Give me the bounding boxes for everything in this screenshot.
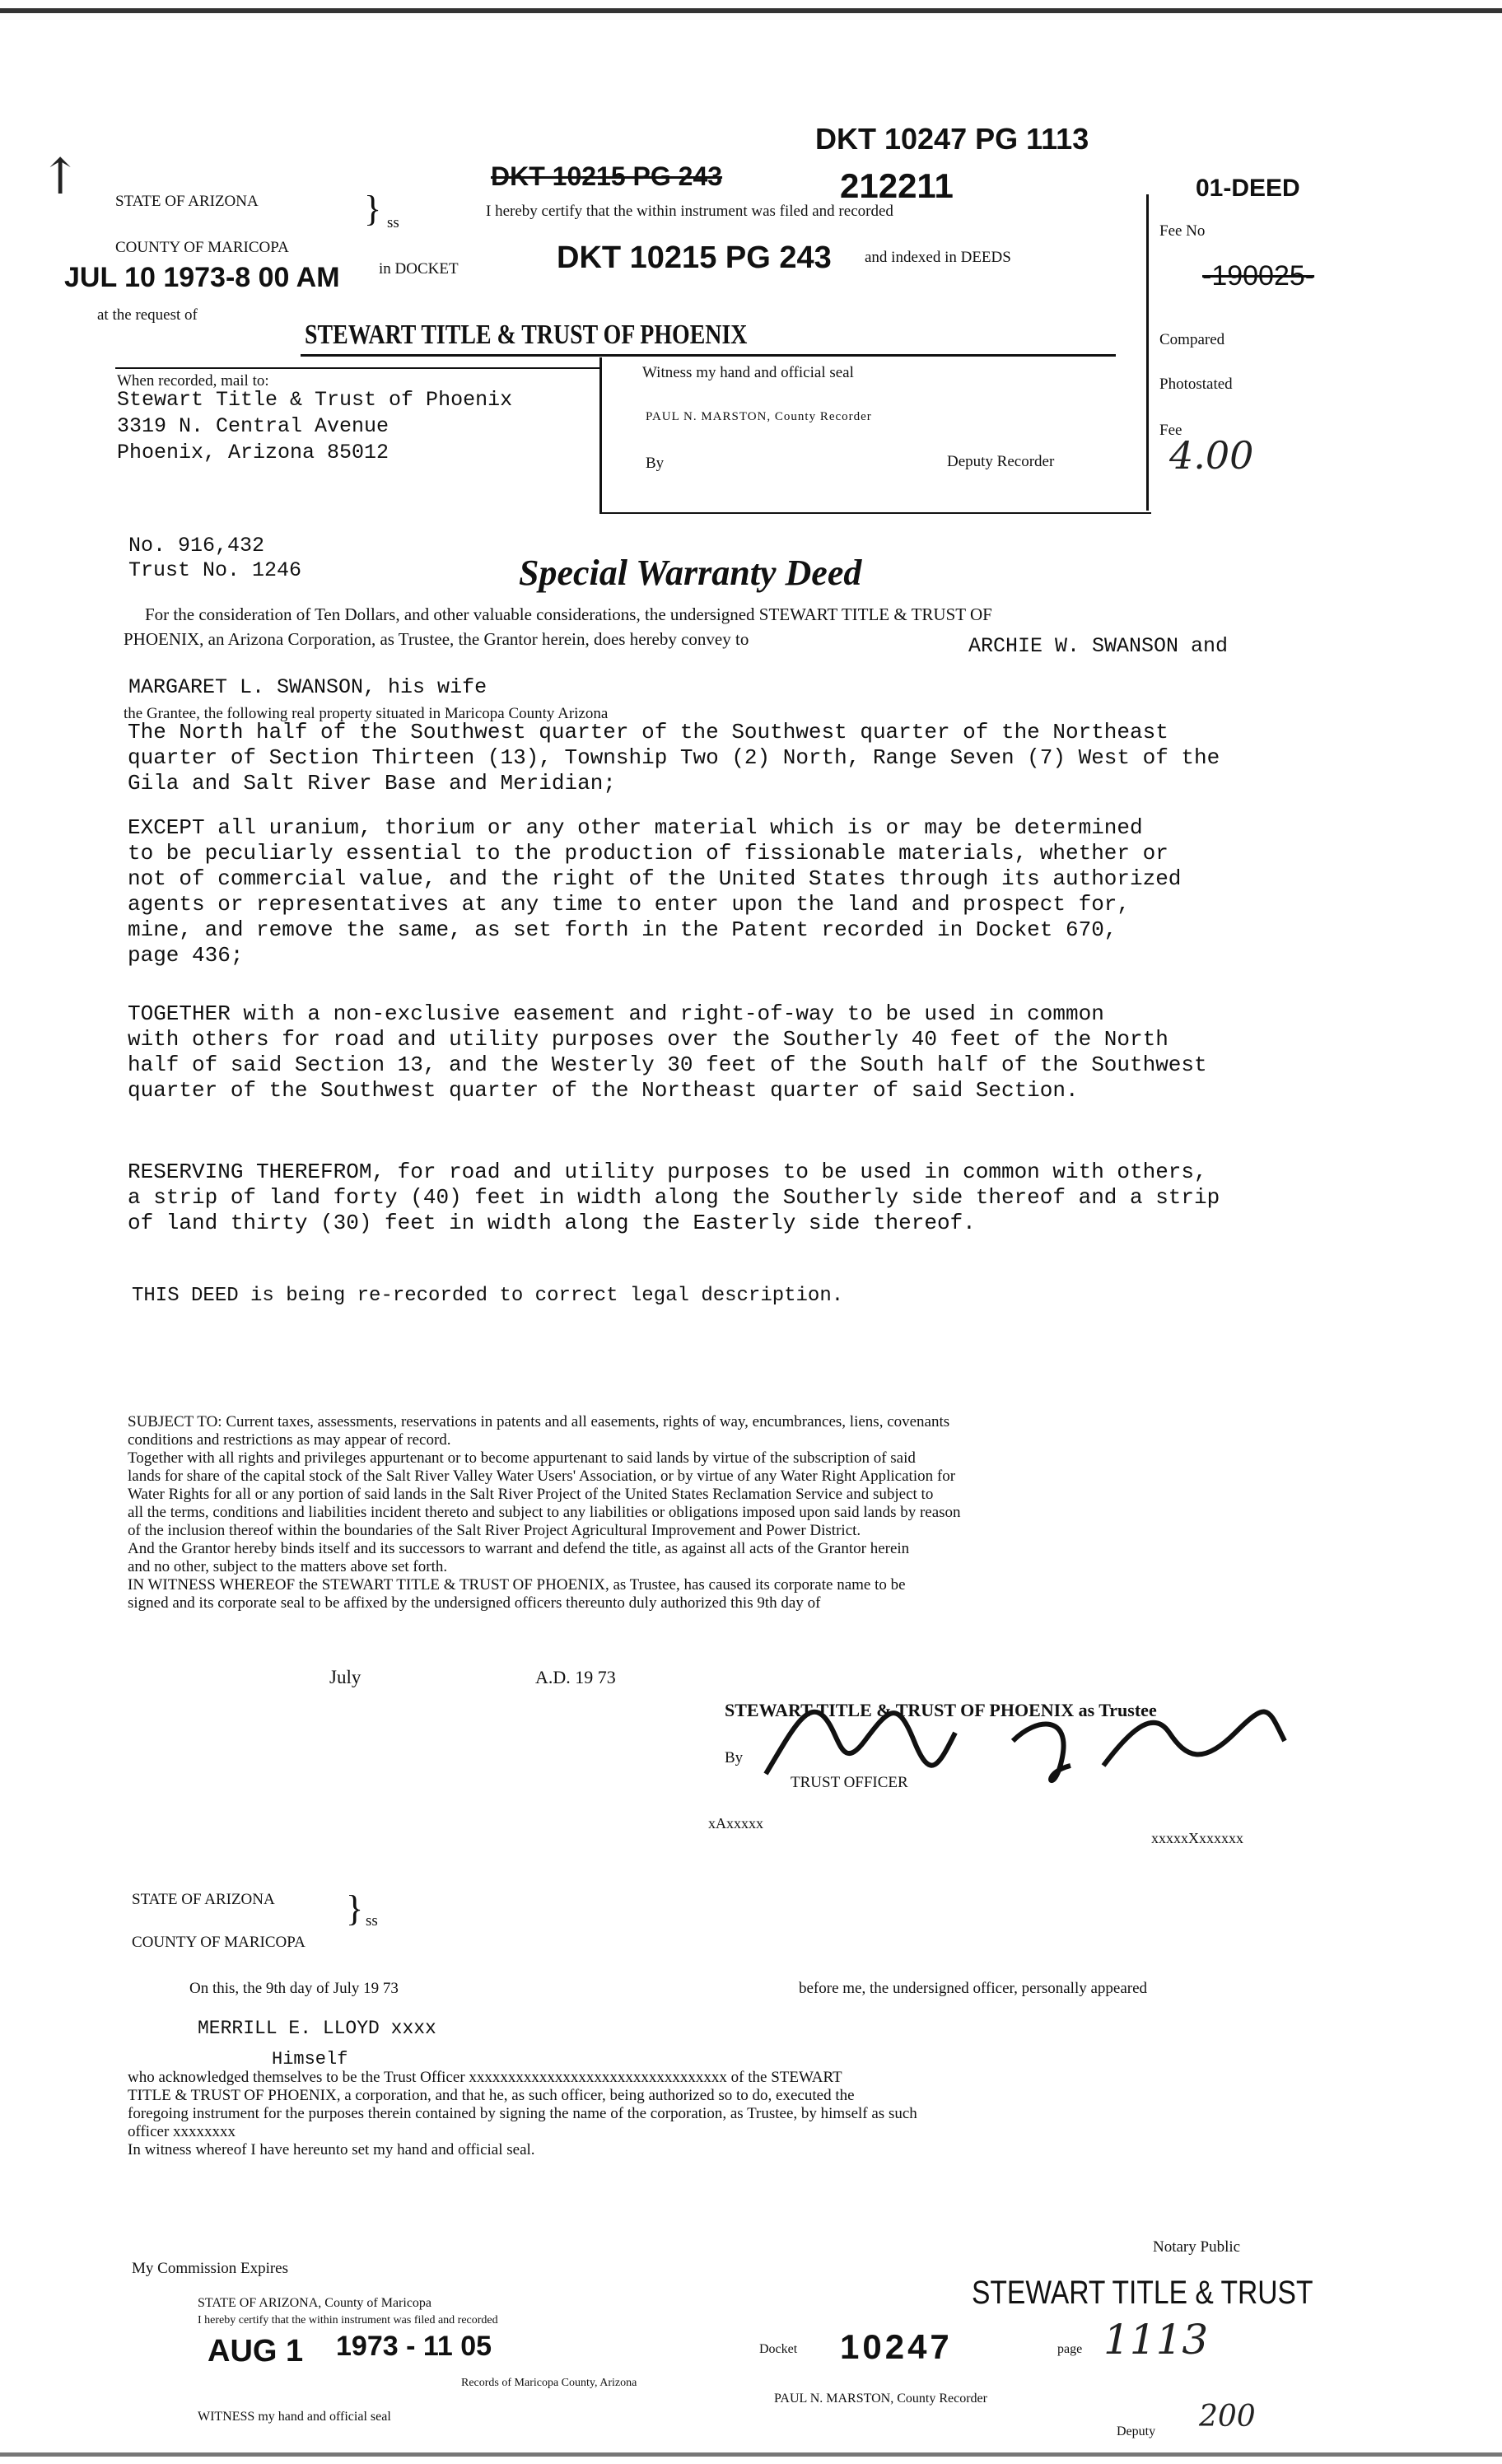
consideration-line-1: For the consideration of Ten Dollars, and other valuable considerations, the undersigned STEWART TITLE & TRUST OF — [145, 604, 992, 624]
notary-ss: ss — [366, 1912, 378, 1930]
commission-expires: My Commission Expires — [132, 2260, 289, 2277]
grantee-clause: the Grantee, the following real property situated in Maricopa County Arizona — [124, 705, 609, 722]
certify-text: I hereby certify that the within instrument was filed and recorded — [486, 203, 893, 220]
new-docket: DKT 10247 PG 1113 — [815, 122, 1089, 156]
request-label: at the request of — [97, 306, 198, 324]
notary-date-line: On this, the 9th day of July 19 73 — [189, 1980, 399, 1997]
stamp-deputy-sig: 200 — [1199, 2400, 1256, 2434]
legal-line-1: The North half of the Southwest quarter of the Southwest quarter of the Northeast — [128, 720, 1168, 744]
notary-state: STATE OF ARIZONA — [132, 1891, 275, 1908]
notary-brace: } — [346, 1888, 364, 1929]
except-line-5: mine, and remove the same, as set forth in the Patent recorded in Docket 670, — [128, 917, 1117, 942]
stamp-docket-label: Docket — [759, 2342, 798, 2356]
except-line-6: page 436; — [128, 943, 244, 968]
execution-year: A.D. 19 73 — [535, 1667, 616, 1687]
reserving-line-3: of land thirty (30) feet in width along the Easterly side thereof. — [128, 1211, 976, 1235]
record-stamp: JUL 10 1973-8 00 AM — [64, 262, 340, 293]
notary-line-3: foregoing instrument for the purposes therein contained by signing the name of the corporation, as Trustee, by himself as such — [128, 2105, 917, 2122]
reserving-line-1: RESERVING THEREFROM, for road and utility purposes to be used in common with others, — [128, 1160, 1207, 1184]
except-clause — [128, 815, 1297, 968]
compared-label: Compared — [1159, 331, 1225, 348]
mail-line-3: Phoenix, Arizona 85012 — [117, 441, 389, 464]
fine-line-11: signed and its corporate seal to be affixed by the undersigned officers thereunto duly authorized this 9th day of — [128, 1594, 821, 1612]
stamp-state: STATE OF ARIZONA, County of Maricopa — [198, 2296, 432, 2310]
notary-line-2: TITLE & TRUST OF PHOENIX, a corporation, and that he, as such officer, being authorized so to do, executed the — [128, 2087, 855, 2104]
consideration-line-2: PHOENIX, an Arizona Corporation, as Trustee, the Grantor herein, does hereby convey to — [124, 629, 749, 649]
grantee-1: ARCHIE W. SWANSON and — [968, 634, 1229, 658]
fine-line-9: and no other, subject to the matters above set forth. — [128, 1558, 448, 1575]
mail-line-1: Stewart Title & Trust of Phoenix — [117, 388, 513, 412]
deputy-recorder-label: Deputy Recorder — [947, 453, 1055, 470]
fine-line-8: And the Grantor hereby binds itself and its successors to warrant and defend the title, as against all acts of the Grantor herein — [128, 1540, 910, 1557]
bottom-border — [0, 2452, 1502, 2457]
together-line-4: quarter of the Southwest quarter of the Northeast quarter of said Section. — [128, 1078, 1079, 1103]
indexed-text: and indexed in DEEDS — [865, 249, 1011, 266]
stamp-page: 1113 — [1103, 2316, 1209, 2364]
legal-line-3: Gila and Salt River Base and Meridian; — [128, 771, 616, 796]
recorder-box-bottom — [599, 512, 1151, 514]
fine-line-4: lands for share of the capital stock of the Salt River Valley Water Users' Association, or by virtue of any Water Right Application for — [128, 1468, 956, 1485]
right-column-rule — [1146, 194, 1149, 511]
stamp-witness: WITNESS my hand and official seal — [198, 2410, 391, 2424]
fine-print — [128, 1413, 1313, 1612]
fine-line-6: all the terms, conditions and liabilities incident thereto and subject to any liabilities or obligations imposed upon said lands by reason — [128, 1504, 961, 1521]
stamp-docket: 10247 — [840, 2327, 953, 2366]
recorder-name: PAUL N. MARSTON, County Recorder — [646, 410, 872, 423]
fine-line-3: Together with all rights and privileges appurtenant or to become appurtenant to said lands by virtue of the subscription of said — [128, 1449, 916, 1467]
requestor-name: STEWART TITLE & TRUST OF PHOENIX — [305, 320, 748, 350]
attest-left: xAxxxxx — [708, 1815, 763, 1832]
notary-line-5: In witness whereof I have hereunto set my hand and official seal. — [128, 2141, 535, 2158]
legal-description — [128, 720, 1297, 796]
margin-mark: ↑ — [40, 148, 82, 206]
together-line-3: half of said Section 13, and the Westerly 30 feet of the South half of the Southwest — [128, 1052, 1207, 1077]
together-clause — [128, 1001, 1297, 1104]
mail-box-rule — [599, 357, 602, 514]
stamp-page-label: page — [1057, 2342, 1083, 2356]
old-docket: DKT 10215 PG 243 — [491, 161, 723, 191]
except-line-3: not of commercial value, and the right of the United States through its authorized — [128, 866, 1182, 891]
docket-number: DKT 10215 PG 243 — [557, 240, 832, 275]
notary-text — [128, 2069, 1313, 2159]
fine-line-5: Water Rights for all or any portion of said lands in the Salt River Project of the United States Reclamation Service and subject to — [128, 1486, 934, 1503]
mail-rule — [115, 367, 601, 369]
docket-label: in DOCKET — [379, 260, 459, 278]
legal-line-2: quarter of Section Thirteen (13), Township Two (2) North, Range Seven (7) West of the — [128, 745, 1220, 770]
requestor-underline — [301, 354, 1116, 357]
stamp-company: STEWART TITLE & TRUST — [972, 2275, 1313, 2311]
together-line-1: TOGETHER with a non-exclusive easement and right-of-way to be used in common — [128, 1001, 1104, 1026]
fee-value: 4.00 — [1169, 433, 1254, 478]
stamp-certify: I hereby certify that the within instrument was filed and recorded — [198, 2314, 498, 2326]
notary-public-label: Notary Public — [1153, 2238, 1241, 2256]
signer-company: STEWART TITLE & TRUST OF PHOENIX as Trustee — [725, 1700, 1157, 1720]
signer-by: By — [725, 1749, 744, 1766]
fee-no-label: Fee No — [1159, 222, 1206, 240]
notary-line-1: who acknowledged themselves to be the Trust Officer xxxxxxxxxxxxxxxxxxxxxxxxxxxxxxxxx of the STEWART — [128, 2069, 842, 2086]
reserving-clause — [128, 1160, 1297, 1236]
fee-label: Fee — [1159, 422, 1182, 439]
top-border — [0, 8, 1502, 13]
together-line-2: with others for road and utility purposes over the Southerly 40 feet of the North — [128, 1027, 1168, 1052]
deed-title: Special Warranty Deed — [519, 553, 862, 593]
fine-line-10: IN WITNESS WHEREOF the STEWART TITLE & TRUST OF PHOENIX, as Trustee, has caused its corporate name to be — [128, 1576, 906, 1594]
notary-county: COUNTY OF MARICOPA — [132, 1934, 306, 1951]
execution-month: July — [329, 1667, 362, 1687]
rerecord-note: THIS DEED is being re-recorded to correct legal description. — [132, 1285, 844, 1307]
deed-no: No. 916,432 — [128, 534, 265, 558]
fee-no-value: -190025- — [1202, 260, 1315, 292]
witness-line: Witness my hand and official seal — [642, 364, 854, 381]
grantee-2: MARGARET L. SWANSON, his wife — [128, 675, 487, 699]
notary-himself: Himself — [272, 2049, 348, 2070]
mail-address — [117, 387, 512, 466]
signer-title: TRUST OFFICER — [791, 1774, 908, 1791]
reserving-line-2: a strip of land forty (40) feet in width along the Southerly side thereof and a strip — [128, 1185, 1220, 1210]
stamp-deputy: Deputy — [1117, 2424, 1156, 2438]
stamp-recorded: Records of Maricopa County, Arizona — [461, 2377, 637, 2389]
deed-numbers — [128, 534, 301, 583]
stamp-recorder: PAUL N. MARSTON, County Recorder — [774, 2392, 987, 2406]
except-line-1: EXCEPT all uranium, thorium or any other material which is or may be determined — [128, 815, 1143, 840]
attest-right: xxxxxXxxxxxx — [1151, 1830, 1243, 1846]
except-line-4: agents or representatives at any time to enter upon the land and prospect for, — [128, 892, 1130, 917]
notary-appeared: before me, the undersigned officer, personally appeared — [799, 1980, 1148, 1997]
ss-label: ss — [387, 214, 399, 231]
county-label: COUNTY OF MARICOPA — [115, 239, 289, 256]
photostated-label: Photostated — [1159, 376, 1233, 393]
fine-line-1: SUBJECT TO: Current taxes, assessments, reservations in patents and all easements, rights of way, encumbrances, liens, covenants — [128, 1413, 950, 1430]
recording-number: 212211 — [840, 166, 954, 205]
stamp-time: 1973 - 11 05 — [336, 2331, 492, 2362]
by-label: By — [646, 455, 665, 472]
fine-line-2: conditions and restrictions as may appear of record. — [128, 1431, 451, 1449]
mail-line-2: 3319 N. Central Avenue — [117, 414, 389, 438]
mail-label: When recorded, mail to: — [117, 372, 269, 390]
except-line-2: to be peculiarly essential to the production of fissionable materials, whether or — [128, 841, 1168, 866]
notary-line-4: officer xxxxxxxx — [128, 2123, 236, 2140]
brace: } — [364, 189, 382, 229]
notary-appearer: MERRILL E. LLOYD xxxx — [198, 2018, 436, 2039]
deed-code: 01-DEED — [1196, 175, 1300, 202]
state-label: STATE OF ARIZONA — [115, 193, 259, 210]
stamp-date: AUG 1 — [208, 2334, 304, 2368]
trust-no: Trust No. 1246 — [128, 558, 302, 582]
fine-line-7: of the inclusion thereof within the boundaries of the Salt River Project Agricultural Improvement and Power District. — [128, 1522, 861, 1539]
